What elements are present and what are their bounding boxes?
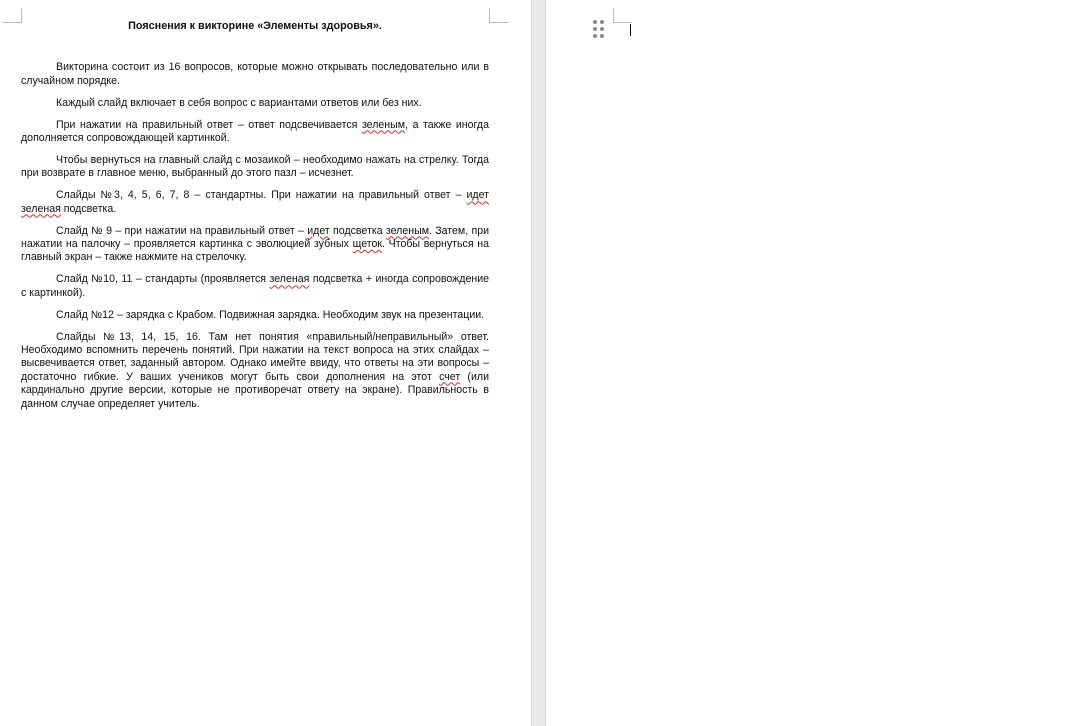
paragraph[interactable]	[21, 309, 489, 322]
document-page-2[interactable]	[546, 0, 1089, 726]
paragraph[interactable]	[21, 189, 489, 216]
spellcheck-flagged-word: зеленым	[385, 224, 429, 237]
document-title[interactable]: Пояснения к викторине «Элементы здоровья».	[128, 20, 382, 32]
paragraph-text: Каждый слайд включает в себя вопрос с вариантами ответов или без них.	[56, 96, 422, 109]
document-page-1[interactable]	[0, 0, 531, 726]
paragraph-text: При нажатии на правильный ответ – ответ подсвечивается	[56, 118, 362, 131]
page-gap	[531, 0, 546, 726]
spellcheck-flagged-word: зеленая	[21, 202, 61, 215]
spellcheck-flagged-word: идет	[466, 189, 489, 202]
drag-handle-icon[interactable]	[593, 20, 604, 40]
spellcheck-flagged-word: щеток	[352, 237, 383, 250]
paragraph[interactable]	[21, 273, 489, 300]
paragraph-text: подсветка.	[60, 202, 117, 215]
text-cursor	[630, 24, 631, 36]
paragraph-text: , а также иногда дополняется сопровождающей картинкой.	[21, 118, 489, 145]
paragraph-text: Чтобы вернуться на главный слайд с мозаикой – необходимо нажать на стрелку. Тогда при возврате в главное меню, выбранный до этого пазл – исчезнет.	[21, 153, 489, 180]
spellcheck-flagged-word: идет	[307, 224, 330, 237]
paragraph-list	[21, 61, 489, 411]
paragraph[interactable]	[21, 97, 489, 110]
paragraph-text: . Затем, при нажатии на палочку – проявляется картинка с эволюцией зубных	[21, 224, 489, 250]
paragraph-text: подсветка + иногда сопровождение с картинкой).	[21, 273, 490, 299]
paragraph-text: Слайд №12 – зарядка с Крабом. Подвижная зарядка. Необходим звук на презентации.	[56, 308, 485, 321]
crop-mark-top-right	[489, 8, 508, 23]
spellcheck-flagged-word: зеленая	[269, 273, 310, 286]
paragraph[interactable]	[21, 119, 489, 146]
crop-mark-top-left	[613, 8, 632, 23]
crop-mark-top-left	[3, 8, 22, 23]
paragraph-text: Слайды №13, 14, 15, 16. Там нет понятия «правильный/неправильный» ответ. Необходимо вспомнить перечень понятий. При нажатии на текст вопроса на этих слайдах – высвечивается ответ, заданный автором. Однако имейте ввиду, что ответы на эти вопросы – достаточно гибкие. У ваших учеников могут быть свои дополнения на этот	[21, 330, 489, 383]
page-content[interactable]	[21, 20, 489, 419]
paragraph-text: (или кардинально другие версии, которые не противоречат ответу на экране). Правильность в данном случае определяет учитель.	[21, 370, 489, 410]
spellcheck-flagged-word: счет	[439, 370, 461, 383]
paragraph[interactable]	[21, 331, 489, 411]
paragraph-text: Слайд №10, 11 – стандарты (проявляется	[56, 273, 270, 286]
paragraph[interactable]	[21, 61, 489, 88]
paragraph-text: Слайд № 9 – при нажатии на правильный ответ –	[56, 224, 308, 237]
spellcheck-flagged-word: зеленым	[361, 118, 406, 131]
paragraph-text: Викторина состоит из 16 вопросов, которые можно открывать последовательно или в случайном порядке.	[21, 61, 489, 87]
paragraph[interactable]	[21, 225, 489, 265]
paragraph-text: . Чтобы вернуться на главный экран – также нажмите на стрелочку.	[21, 237, 489, 264]
paragraph-text: Слайды №3, 4, 5, 6, 7, 8 – стандартны. При нажатии на правильный ответ –	[56, 189, 467, 202]
paragraph[interactable]	[21, 154, 489, 181]
paragraph-text: подсветка	[329, 224, 386, 237]
